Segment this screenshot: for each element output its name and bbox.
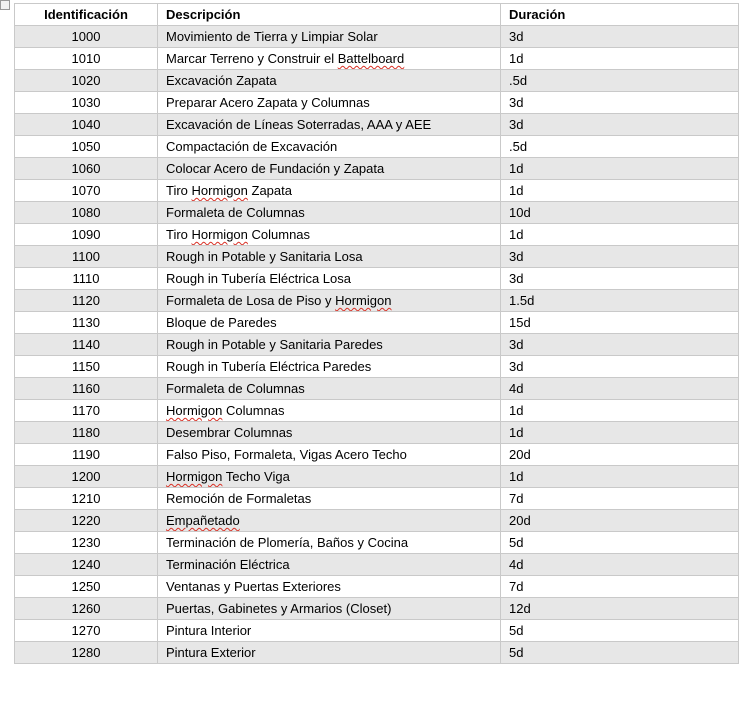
cell-duracion[interactable]: 4d	[501, 378, 739, 400]
cell-descripcion[interactable]: Tiro Hormigon Zapata	[158, 180, 501, 202]
cell-identificacion[interactable]: 1220	[15, 510, 158, 532]
cell-descripcion[interactable]: Hormigon Columnas	[158, 400, 501, 422]
cell-descripcion[interactable]: Excavación de Líneas Soterradas, AAA y AEE	[158, 114, 501, 136]
cell-descripcion[interactable]: Rough in Tubería Eléctrica Losa	[158, 268, 501, 290]
table-row	[15, 356, 739, 378]
table-row	[15, 26, 739, 48]
cell-identificacion[interactable]: 1000	[15, 26, 158, 48]
task-table	[14, 3, 739, 664]
cell-identificacion[interactable]: 1120	[15, 290, 158, 312]
cell-descripcion[interactable]: Formaleta de Columnas	[158, 202, 501, 224]
cell-duracion[interactable]: 1d	[501, 422, 739, 444]
cell-descripcion[interactable]: Rough in Tubería Eléctrica Paredes	[158, 356, 501, 378]
misspelled-word: Hormigon	[335, 293, 392, 308]
cell-duracion[interactable]: 20d	[501, 510, 739, 532]
task-table-body	[15, 26, 739, 664]
table-row	[15, 136, 739, 158]
column-header-descripcion[interactable]: Descripción	[158, 4, 501, 26]
table-row	[15, 158, 739, 180]
cell-duracion[interactable]: 1d	[501, 400, 739, 422]
cell-duracion[interactable]: 1d	[501, 48, 739, 70]
cell-descripcion[interactable]: Remoción de Formaletas	[158, 488, 501, 510]
table-row	[15, 268, 739, 290]
cell-duracion[interactable]: 1d	[501, 466, 739, 488]
cell-duracion[interactable]: 5d	[501, 620, 739, 642]
table-row	[15, 378, 739, 400]
cell-identificacion[interactable]: 1250	[15, 576, 158, 598]
cell-duracion[interactable]: 10d	[501, 202, 739, 224]
table-row	[15, 554, 739, 576]
misspelled-word: Hormigon	[191, 227, 248, 242]
cell-identificacion[interactable]: 1240	[15, 554, 158, 576]
cell-identificacion[interactable]: 1050	[15, 136, 158, 158]
cell-descripcion[interactable]: Preparar Acero Zapata y Columnas	[158, 92, 501, 114]
table-row	[15, 598, 739, 620]
table-row	[15, 246, 739, 268]
cell-descripcion[interactable]: Compactación de Excavación	[158, 136, 501, 158]
cell-identificacion[interactable]: 1030	[15, 92, 158, 114]
cell-identificacion[interactable]: 1150	[15, 356, 158, 378]
cell-identificacion[interactable]: 1110	[15, 268, 158, 290]
cell-duracion[interactable]: 20d	[501, 444, 739, 466]
table-row	[15, 114, 739, 136]
cell-duracion[interactable]: 3d	[501, 356, 739, 378]
cell-duracion[interactable]: 1.5d	[501, 290, 739, 312]
cell-descripcion[interactable]: Marcar Terreno y Construir el Battelboard	[158, 48, 501, 70]
column-header-duracion[interactable]: Duración	[501, 4, 739, 26]
cell-duracion[interactable]: .5d	[501, 136, 739, 158]
cell-duracion[interactable]: 7d	[501, 488, 739, 510]
cell-duracion[interactable]: 15d	[501, 312, 739, 334]
cell-descripcion[interactable]: Hormigon Techo Viga	[158, 466, 501, 488]
cell-duracion[interactable]: 5d	[501, 532, 739, 554]
table-row	[15, 400, 739, 422]
cell-descripcion[interactable]: Terminación de Plomería, Baños y Cocina	[158, 532, 501, 554]
cell-duracion[interactable]: 7d	[501, 576, 739, 598]
cell-descripcion[interactable]: Bloque de Paredes	[158, 312, 501, 334]
misspelled-word: Hormigon	[166, 469, 223, 484]
table-row	[15, 202, 739, 224]
cell-identificacion[interactable]: 1180	[15, 422, 158, 444]
cell-duracion[interactable]: 3d	[501, 334, 739, 356]
table-row	[15, 180, 739, 202]
table-row	[15, 422, 739, 444]
misspelled-word: Hormigon	[191, 183, 248, 198]
column-header-identificacion[interactable]: Identificación	[15, 4, 158, 26]
cell-descripcion[interactable]	[158, 510, 501, 532]
table-row	[15, 224, 739, 246]
table-row	[15, 48, 739, 70]
table-row	[15, 70, 739, 92]
select-all-corner[interactable]	[0, 0, 10, 10]
cell-identificacion[interactable]: 1070	[15, 180, 158, 202]
cell-descripcion[interactable]: Excavación Zapata	[158, 70, 501, 92]
table-row	[15, 488, 739, 510]
table-row	[15, 642, 739, 664]
cell-identificacion[interactable]: 1200	[15, 466, 158, 488]
cell-descripcion[interactable]: Rough in Potable y Sanitaria Paredes	[158, 334, 501, 356]
cell-identificacion[interactable]: 1210	[15, 488, 158, 510]
cell-descripcion[interactable]: Colocar Acero de Fundación y Zapata	[158, 158, 501, 180]
cell-duracion[interactable]: 4d	[501, 554, 739, 576]
cell-identificacion[interactable]: 1170	[15, 400, 158, 422]
cell-identificacion[interactable]: 1190	[15, 444, 158, 466]
cell-identificacion[interactable]: 1280	[15, 642, 158, 664]
cell-descripcion[interactable]: Falso Piso, Formaleta, Vigas Acero Techo	[158, 444, 501, 466]
cell-descripcion[interactable]: Rough in Potable y Sanitaria Losa	[158, 246, 501, 268]
table-row	[15, 510, 739, 532]
cell-duracion[interactable]: 1d	[501, 158, 739, 180]
cell-descripcion[interactable]: Desembrar Columnas	[158, 422, 501, 444]
table-row	[15, 290, 739, 312]
misspelled-word: Hormigon	[166, 403, 223, 418]
header-row	[15, 4, 739, 26]
cell-identificacion[interactable]: 1230	[15, 532, 158, 554]
cell-identificacion[interactable]: 1040	[15, 114, 158, 136]
cell-descripcion[interactable]: Formaleta de Columnas	[158, 378, 501, 400]
table-row	[15, 444, 739, 466]
cell-descripcion[interactable]: Pintura Interior	[158, 620, 501, 642]
cell-descripcion[interactable]: Movimiento de Tierra y Limpiar Solar	[158, 26, 501, 48]
cell-descripcion[interactable]: Puertas, Gabinetes y Armarios (Closet)	[158, 598, 501, 620]
cell-identificacion[interactable]: 1010	[15, 48, 158, 70]
cell-identificacion[interactable]: 1020	[15, 70, 158, 92]
cell-duracion[interactable]: 3d	[501, 26, 739, 48]
cell-identificacion[interactable]: 1090	[15, 224, 158, 246]
cell-duracion[interactable]: 3d	[501, 268, 739, 290]
cell-descripcion[interactable]: Pintura Exterior	[158, 642, 501, 664]
table-row	[15, 312, 739, 334]
cell-identificacion[interactable]: 1270	[15, 620, 158, 642]
cell-duracion[interactable]: 5d	[501, 642, 739, 664]
table-row	[15, 620, 739, 642]
cell-duracion[interactable]: 3d	[501, 92, 739, 114]
cell-identificacion[interactable]: 1260	[15, 598, 158, 620]
cell-identificacion[interactable]: 1100	[15, 246, 158, 268]
table-row	[15, 92, 739, 114]
cell-descripcion[interactable]: Terminación Eléctrica	[158, 554, 501, 576]
misspelled-word: Empañetado	[166, 513, 240, 528]
cell-duracion[interactable]: 1d	[501, 180, 739, 202]
cell-duracion[interactable]: 12d	[501, 598, 739, 620]
cell-descripcion[interactable]: Tiro Hormigon Columnas	[158, 224, 501, 246]
cell-duracion[interactable]: 1d	[501, 224, 739, 246]
cell-identificacion[interactable]: 1160	[15, 378, 158, 400]
cell-identificacion[interactable]: 1130	[15, 312, 158, 334]
cell-duracion[interactable]: 3d	[501, 114, 739, 136]
cell-identificacion[interactable]: 1060	[15, 158, 158, 180]
misspelled-word: Battelboard	[337, 51, 405, 66]
cell-descripcion[interactable]: Ventanas y Puertas Exteriores	[158, 576, 501, 598]
cell-descripcion[interactable]: Formaleta de Losa de Piso y Hormigon	[158, 290, 501, 312]
table-row	[15, 466, 739, 488]
table-row	[15, 334, 739, 356]
cell-identificacion[interactable]: 1080	[15, 202, 158, 224]
cell-identificacion[interactable]: 1140	[15, 334, 158, 356]
cell-duracion[interactable]: 3d	[501, 246, 739, 268]
table-row	[15, 576, 739, 598]
table-row	[15, 532, 739, 554]
cell-duracion[interactable]: .5d	[501, 70, 739, 92]
